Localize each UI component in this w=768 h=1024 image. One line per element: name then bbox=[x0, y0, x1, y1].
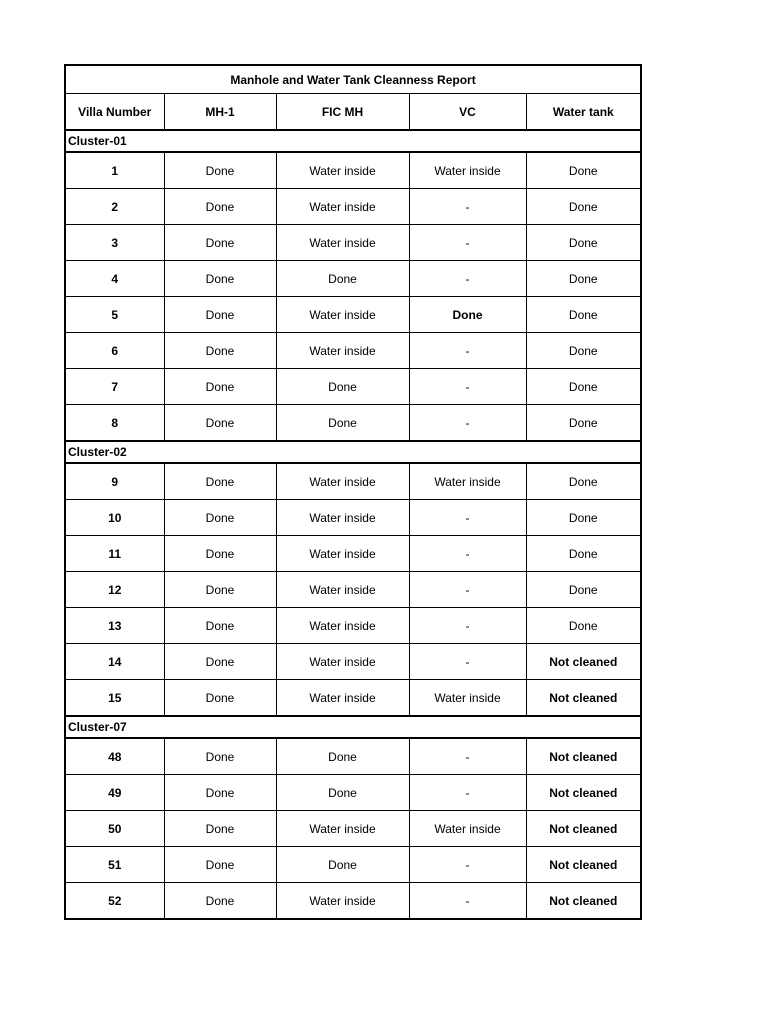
water-tank-cell: Not cleaned bbox=[526, 738, 641, 775]
mh1-cell: Done bbox=[164, 811, 276, 847]
table-row bbox=[65, 463, 641, 500]
header-row bbox=[65, 94, 641, 131]
fic-mh-cell: Water inside bbox=[276, 225, 409, 261]
header-vc: VC bbox=[409, 94, 526, 131]
mh1-cell: Done bbox=[164, 405, 276, 442]
fic-mh-cell: Water inside bbox=[276, 152, 409, 189]
water-tank-cell: Done bbox=[526, 189, 641, 225]
table-row bbox=[65, 500, 641, 536]
mh1-cell: Done bbox=[164, 297, 276, 333]
villa-number-cell: 13 bbox=[65, 608, 164, 644]
cluster-label: Cluster-07 bbox=[65, 716, 641, 738]
vc-cell: Done bbox=[409, 297, 526, 333]
water-tank-cell: Done bbox=[526, 608, 641, 644]
vc-cell: - bbox=[409, 261, 526, 297]
mh1-cell: Done bbox=[164, 883, 276, 920]
table-row bbox=[65, 369, 641, 405]
vc-cell: - bbox=[409, 333, 526, 369]
mh1-cell: Done bbox=[164, 644, 276, 680]
vc-cell: - bbox=[409, 644, 526, 680]
vc-cell: - bbox=[409, 775, 526, 811]
water-tank-cell: Not cleaned bbox=[526, 775, 641, 811]
fic-mh-cell: Water inside bbox=[276, 811, 409, 847]
cluster-label: Cluster-02 bbox=[65, 441, 641, 463]
vc-cell: Water inside bbox=[409, 152, 526, 189]
vc-cell: - bbox=[409, 500, 526, 536]
water-tank-cell: Not cleaned bbox=[526, 680, 641, 717]
villa-number-cell: 12 bbox=[65, 572, 164, 608]
vc-cell: - bbox=[409, 225, 526, 261]
water-tank-cell: Done bbox=[526, 261, 641, 297]
header-villa-number: Villa Number bbox=[65, 94, 164, 131]
fic-mh-cell: Water inside bbox=[276, 297, 409, 333]
water-tank-cell: Done bbox=[526, 405, 641, 442]
vc-cell: - bbox=[409, 883, 526, 920]
table-row bbox=[65, 811, 641, 847]
villa-number-cell: 51 bbox=[65, 847, 164, 883]
villa-number-cell: 1 bbox=[65, 152, 164, 189]
fic-mh-cell: Water inside bbox=[276, 644, 409, 680]
vc-cell: - bbox=[409, 608, 526, 644]
fic-mh-cell: Water inside bbox=[276, 463, 409, 500]
water-tank-cell: Not cleaned bbox=[526, 883, 641, 920]
fic-mh-cell: Done bbox=[276, 405, 409, 442]
vc-cell: - bbox=[409, 189, 526, 225]
table-row bbox=[65, 847, 641, 883]
mh1-cell: Done bbox=[164, 738, 276, 775]
fic-mh-cell: Water inside bbox=[276, 883, 409, 920]
report-title: Manhole and Water Tank Cleanness Report bbox=[65, 65, 641, 94]
water-tank-cell: Done bbox=[526, 463, 641, 500]
water-tank-cell: Done bbox=[526, 333, 641, 369]
table-row bbox=[65, 536, 641, 572]
villa-number-cell: 15 bbox=[65, 680, 164, 717]
mh1-cell: Done bbox=[164, 775, 276, 811]
cluster-label: Cluster-01 bbox=[65, 130, 641, 152]
vc-cell: - bbox=[409, 738, 526, 775]
fic-mh-cell: Done bbox=[276, 261, 409, 297]
title-row bbox=[65, 65, 641, 94]
villa-number-cell: 4 bbox=[65, 261, 164, 297]
mh1-cell: Done bbox=[164, 572, 276, 608]
vc-cell: Water inside bbox=[409, 811, 526, 847]
mh1-cell: Done bbox=[164, 261, 276, 297]
cluster-header-row bbox=[65, 716, 641, 738]
table-row bbox=[65, 883, 641, 920]
water-tank-cell: Not cleaned bbox=[526, 847, 641, 883]
fic-mh-cell: Done bbox=[276, 775, 409, 811]
villa-number-cell: 11 bbox=[65, 536, 164, 572]
table-row bbox=[65, 405, 641, 442]
mh1-cell: Done bbox=[164, 369, 276, 405]
mh1-cell: Done bbox=[164, 152, 276, 189]
mh1-cell: Done bbox=[164, 333, 276, 369]
mh1-cell: Done bbox=[164, 608, 276, 644]
villa-number-cell: 8 bbox=[65, 405, 164, 442]
fic-mh-cell: Done bbox=[276, 847, 409, 883]
cluster-header-row bbox=[65, 130, 641, 152]
table-row bbox=[65, 680, 641, 717]
vc-cell: Water inside bbox=[409, 463, 526, 500]
fic-mh-cell: Water inside bbox=[276, 608, 409, 644]
villa-number-cell: 49 bbox=[65, 775, 164, 811]
table-row bbox=[65, 644, 641, 680]
fic-mh-cell: Done bbox=[276, 738, 409, 775]
table-row bbox=[65, 189, 641, 225]
table-row bbox=[65, 152, 641, 189]
villa-number-cell: 52 bbox=[65, 883, 164, 920]
report-body bbox=[65, 130, 641, 919]
fic-mh-cell: Water inside bbox=[276, 189, 409, 225]
villa-number-cell: 3 bbox=[65, 225, 164, 261]
villa-number-cell: 6 bbox=[65, 333, 164, 369]
villa-number-cell: 48 bbox=[65, 738, 164, 775]
vc-cell: Water inside bbox=[409, 680, 526, 717]
villa-number-cell: 5 bbox=[65, 297, 164, 333]
villa-number-cell: 2 bbox=[65, 189, 164, 225]
water-tank-cell: Done bbox=[526, 297, 641, 333]
vc-cell: - bbox=[409, 405, 526, 442]
villa-number-cell: 7 bbox=[65, 369, 164, 405]
fic-mh-cell: Water inside bbox=[276, 333, 409, 369]
fic-mh-cell: Water inside bbox=[276, 536, 409, 572]
water-tank-cell: Done bbox=[526, 572, 641, 608]
fic-mh-cell: Water inside bbox=[276, 500, 409, 536]
table-row bbox=[65, 225, 641, 261]
vc-cell: - bbox=[409, 536, 526, 572]
mh1-cell: Done bbox=[164, 463, 276, 500]
villa-number-cell: 9 bbox=[65, 463, 164, 500]
header-water-tank: Water tank bbox=[526, 94, 641, 131]
header-fic-mh: FIC MH bbox=[276, 94, 409, 131]
table-row bbox=[65, 333, 641, 369]
fic-mh-cell: Done bbox=[276, 369, 409, 405]
water-tank-cell: Done bbox=[526, 369, 641, 405]
table-row bbox=[65, 261, 641, 297]
vc-cell: - bbox=[409, 572, 526, 608]
villa-number-cell: 10 bbox=[65, 500, 164, 536]
water-tank-cell: Done bbox=[526, 536, 641, 572]
mh1-cell: Done bbox=[164, 225, 276, 261]
fic-mh-cell: Water inside bbox=[276, 680, 409, 717]
villa-number-cell: 14 bbox=[65, 644, 164, 680]
water-tank-cell: Done bbox=[526, 500, 641, 536]
table-row bbox=[65, 738, 641, 775]
vc-cell: - bbox=[409, 369, 526, 405]
mh1-cell: Done bbox=[164, 680, 276, 717]
vc-cell: - bbox=[409, 847, 526, 883]
header-mh1: MH-1 bbox=[164, 94, 276, 131]
water-tank-cell: Done bbox=[526, 152, 641, 189]
water-tank-cell: Not cleaned bbox=[526, 644, 641, 680]
table-row bbox=[65, 608, 641, 644]
cleanness-report-table bbox=[64, 64, 642, 920]
water-tank-cell: Not cleaned bbox=[526, 811, 641, 847]
table-row bbox=[65, 297, 641, 333]
table-row bbox=[65, 572, 641, 608]
villa-number-cell: 50 bbox=[65, 811, 164, 847]
fic-mh-cell: Water inside bbox=[276, 572, 409, 608]
mh1-cell: Done bbox=[164, 847, 276, 883]
mh1-cell: Done bbox=[164, 189, 276, 225]
water-tank-cell: Done bbox=[526, 225, 641, 261]
cluster-header-row bbox=[65, 441, 641, 463]
table-row bbox=[65, 775, 641, 811]
mh1-cell: Done bbox=[164, 500, 276, 536]
mh1-cell: Done bbox=[164, 536, 276, 572]
